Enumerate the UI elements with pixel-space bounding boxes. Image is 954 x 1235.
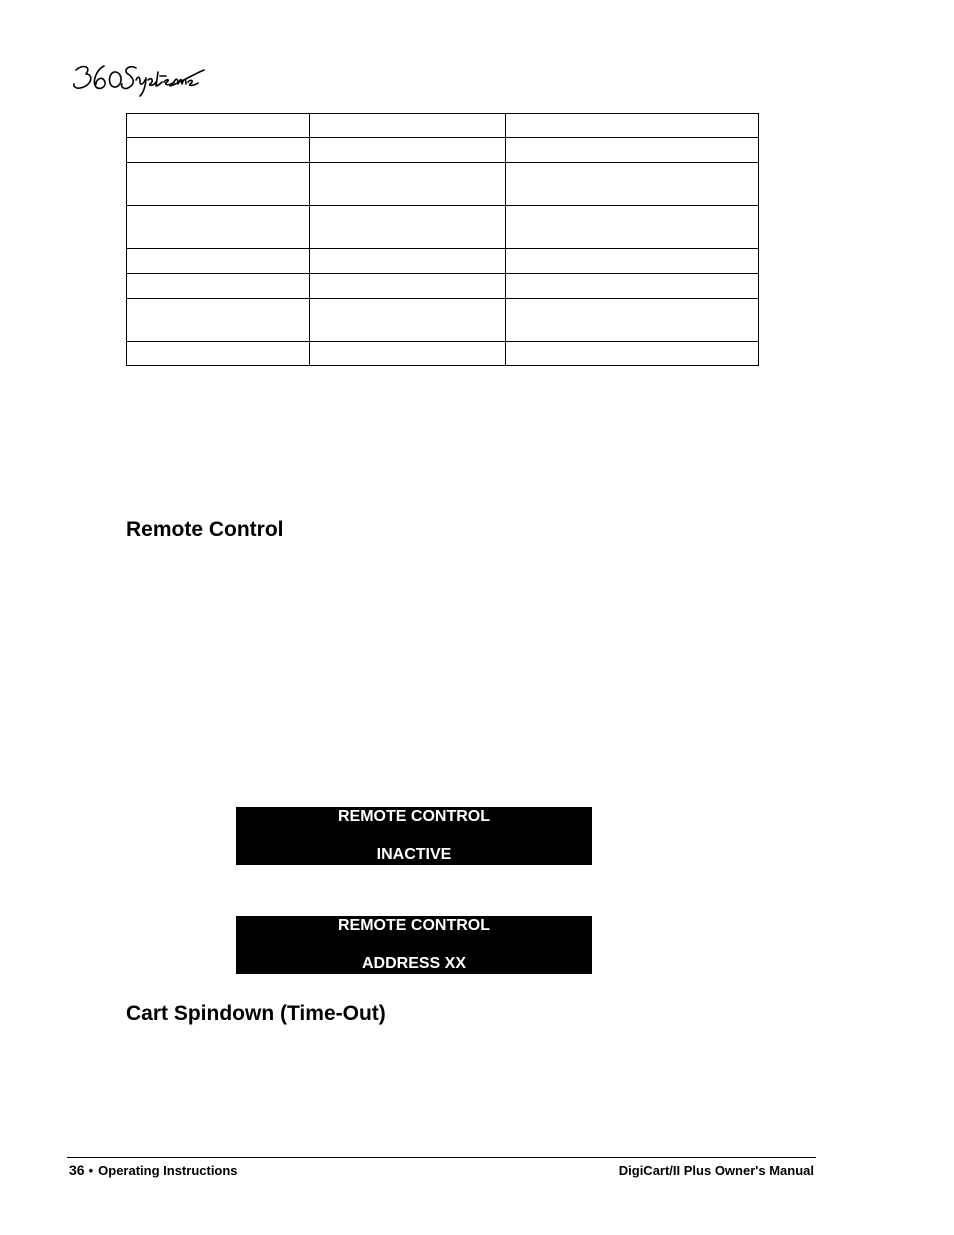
table-row — [127, 163, 759, 206]
table-cell — [127, 249, 310, 274]
table-row — [127, 342, 759, 366]
table-cell — [506, 206, 759, 249]
table-cell — [506, 274, 759, 299]
lcd-line-2: INACTIVE — [376, 846, 452, 863]
footer-left — [69, 1161, 238, 1180]
footer-manual-title: DigiCart/II Plus Owner's Manual — [618, 1163, 814, 1178]
lcd-display-inactive — [236, 807, 592, 865]
lcd-display-address — [236, 916, 592, 974]
table-cell — [310, 206, 506, 249]
table-row — [127, 299, 759, 342]
lcd-line-1: REMOTE CONTROL — [338, 917, 490, 934]
lcd-line-2: ADDRESS XX — [361, 955, 467, 972]
table-row — [127, 138, 759, 163]
table-cell — [127, 342, 310, 366]
table-cell — [127, 114, 310, 138]
table-row — [127, 249, 759, 274]
page-number: 36 — [69, 1162, 85, 1178]
table-cell — [310, 249, 506, 274]
table-cell — [127, 138, 310, 163]
table-row — [127, 274, 759, 299]
table-cell — [506, 114, 759, 138]
table-row — [127, 114, 759, 138]
table-cell — [506, 342, 759, 366]
table-cell — [506, 163, 759, 206]
footer-divider — [67, 1157, 816, 1158]
table-cell — [310, 342, 506, 366]
footer-bullet: • — [88, 1163, 94, 1178]
table-cell — [127, 274, 310, 299]
table-cell — [506, 249, 759, 274]
table-row — [127, 206, 759, 249]
table-cell — [506, 138, 759, 163]
table-cell — [310, 163, 506, 206]
table-cell — [127, 163, 310, 206]
footer-section: Operating Instructions — [98, 1163, 238, 1178]
table-cell — [506, 299, 759, 342]
table-cell — [310, 274, 506, 299]
table-cell — [310, 114, 506, 138]
lcd-line-1: REMOTE CONTROL — [338, 808, 490, 825]
table-cell — [127, 299, 310, 342]
table-cell — [310, 138, 506, 163]
section-heading-remote-control: Remote Control — [126, 518, 284, 541]
data-table — [126, 113, 759, 366]
brand-logo — [70, 56, 206, 98]
table-cell — [127, 206, 310, 249]
section-heading-cart-spindown: Cart Spindown (Time-Out) — [126, 1002, 386, 1025]
table-cell — [310, 299, 506, 342]
